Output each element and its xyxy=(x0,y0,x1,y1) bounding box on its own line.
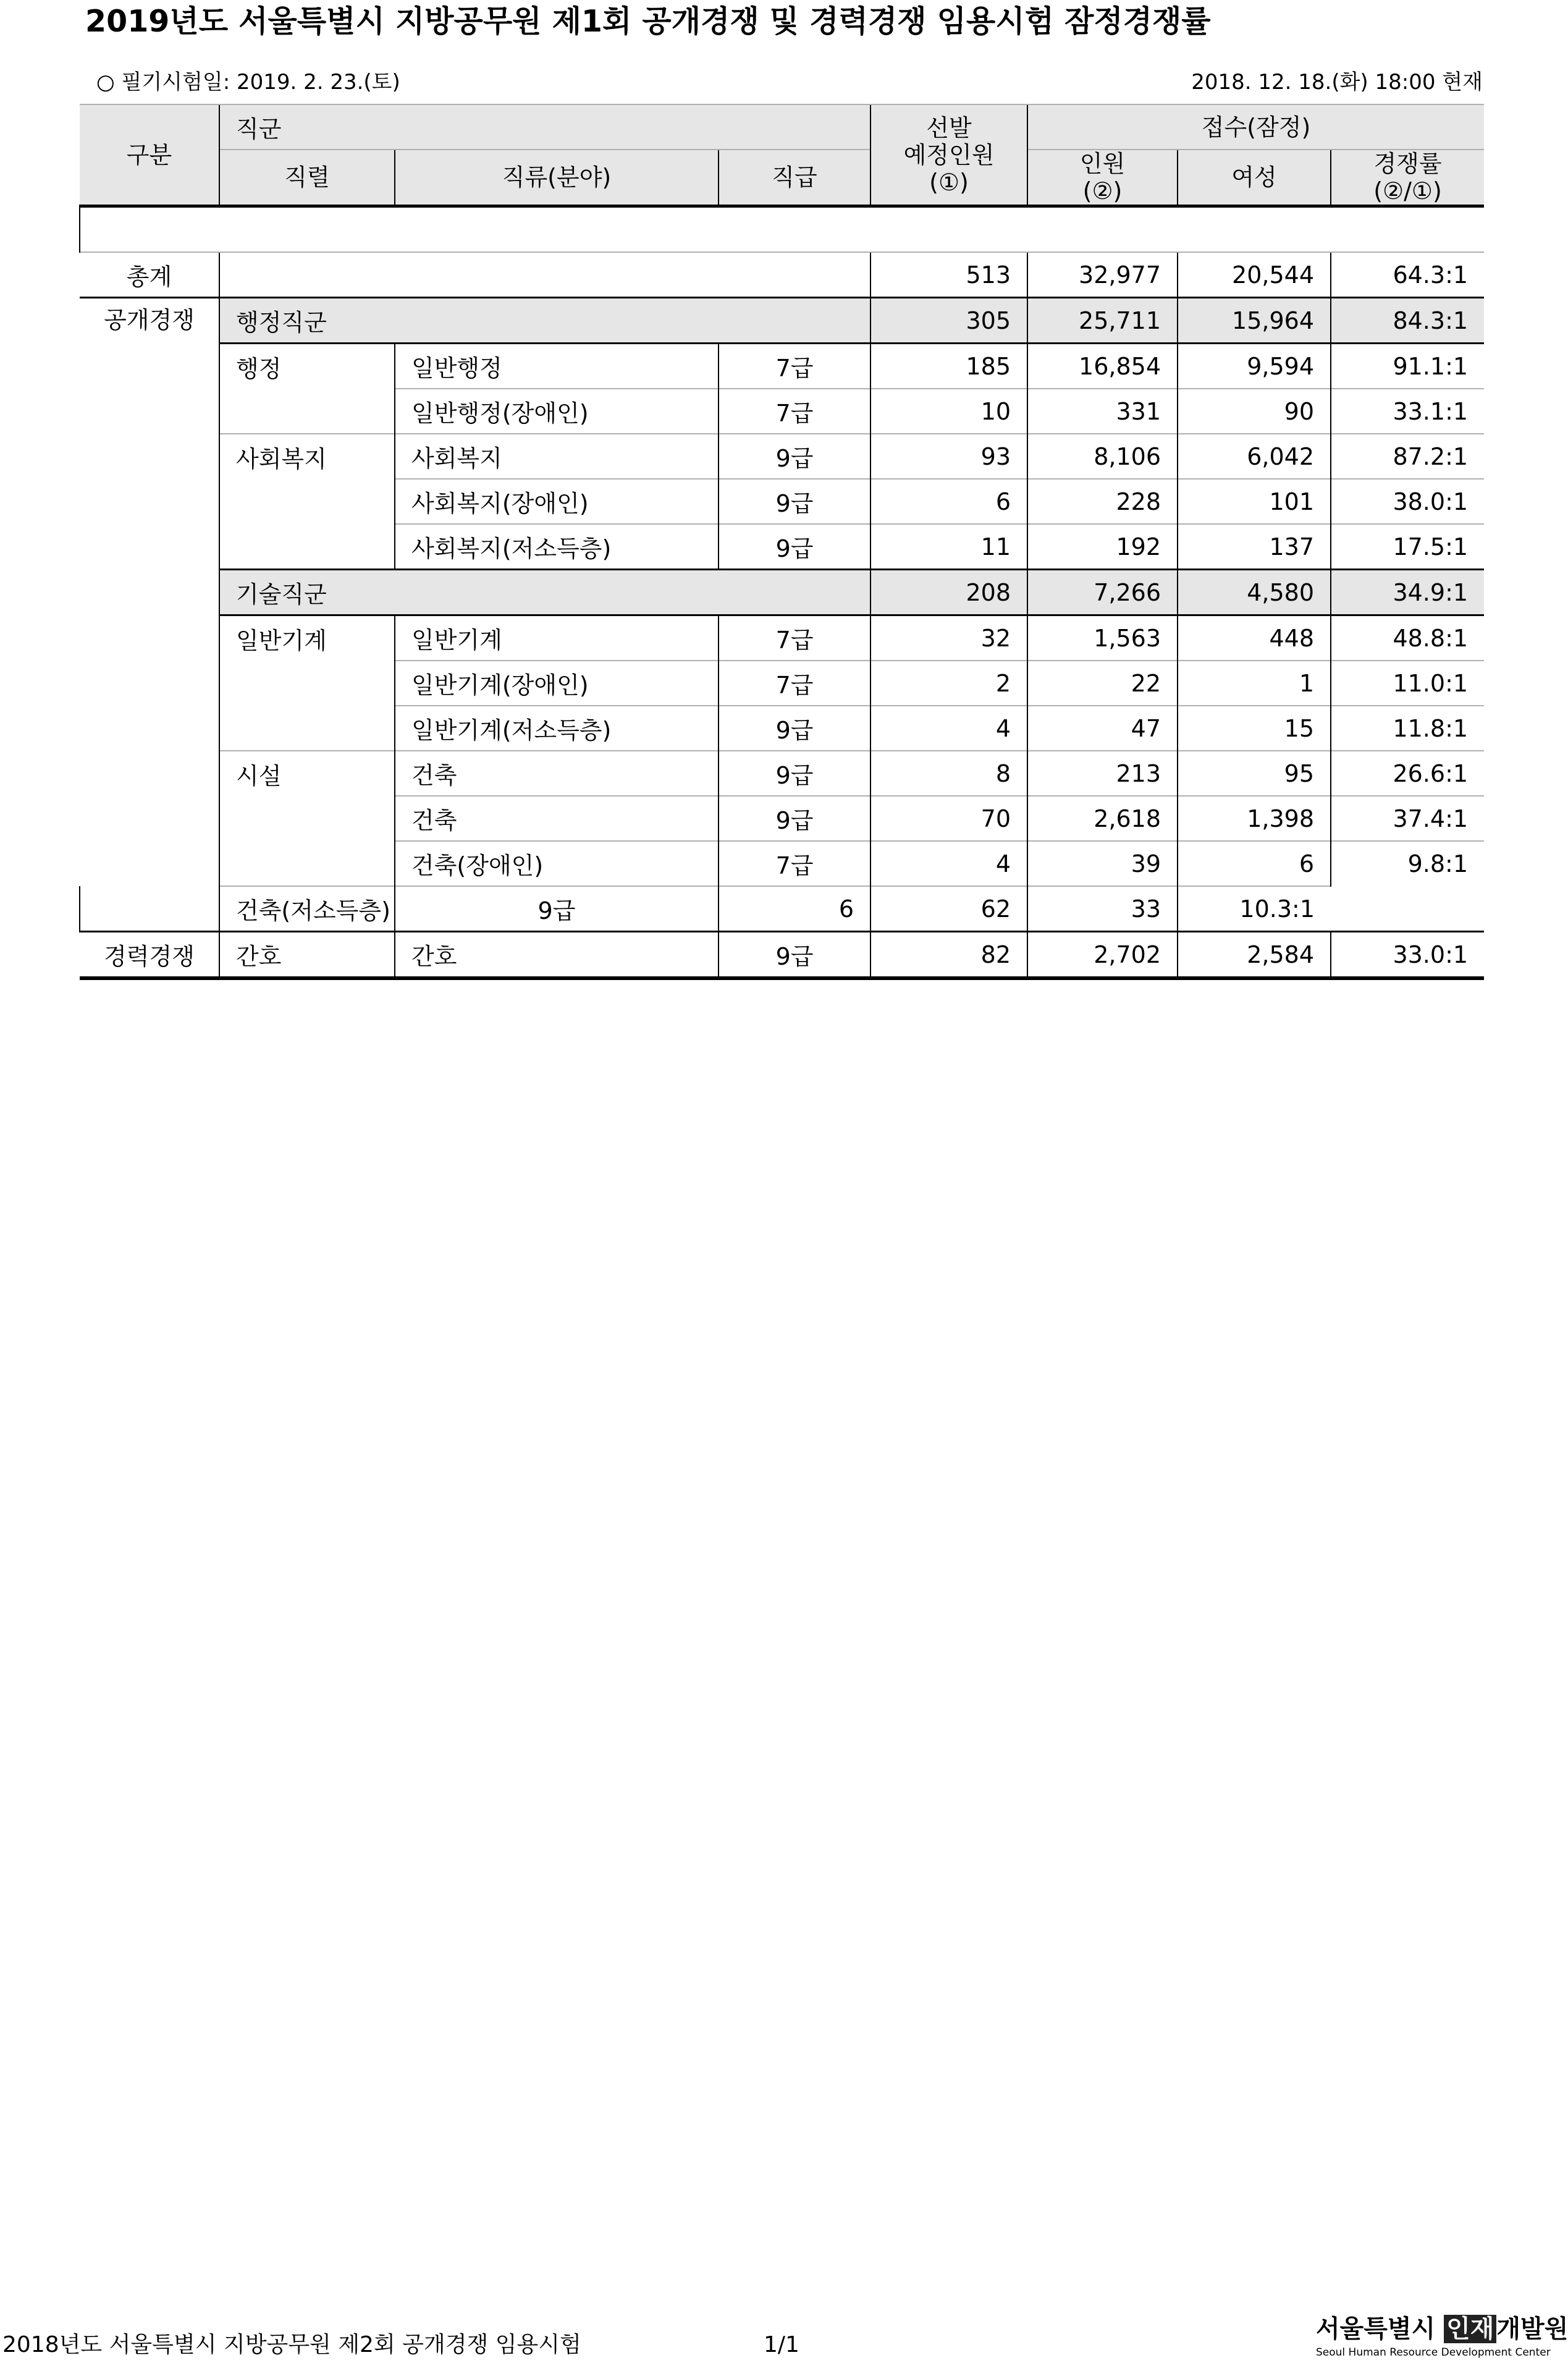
applicants-cell: 1,563 xyxy=(1027,615,1178,661)
quota-cell: 185 xyxy=(870,344,1027,389)
header-applicants-line1: 인원 xyxy=(1079,150,1126,177)
female-cell: 95 xyxy=(1178,751,1331,796)
header-ratio-line1: 경쟁률 xyxy=(1373,150,1442,177)
admin-group-row xyxy=(80,298,1484,344)
header-job-type: 직류(분야) xyxy=(395,150,719,206)
grade-cell: 9급 xyxy=(719,434,870,479)
career-female: 2,584 xyxy=(1178,932,1331,979)
type-cell: 일반행정 xyxy=(395,344,719,389)
grade-cell: 9급 xyxy=(719,524,870,570)
quota-cell: 93 xyxy=(870,434,1027,479)
tech-group-row xyxy=(80,570,1484,615)
type-cell: 일반행정(장애인) xyxy=(395,389,719,434)
type-cell: 일반기계 xyxy=(395,615,719,661)
applicants-cell: 192 xyxy=(1027,524,1178,570)
series-cell: 행정 xyxy=(219,344,395,389)
type-cell: 건축 xyxy=(395,796,719,841)
applicants-cell: 47 xyxy=(1027,706,1178,751)
agency-logo xyxy=(1316,2314,1568,2361)
ratio-cell: 10.3:1 xyxy=(1178,886,1331,932)
series-cell xyxy=(219,841,395,886)
ratio-cell: 33.1:1 xyxy=(1331,389,1484,434)
grade-cell: 7급 xyxy=(719,344,870,389)
grade-cell: 7급 xyxy=(719,615,870,661)
applicants-cell: 331 xyxy=(1027,389,1178,434)
quota-cell: 6 xyxy=(870,479,1027,524)
career-type: 간호 xyxy=(395,932,719,979)
female-cell: 90 xyxy=(1178,389,1331,434)
admin-group-quota: 305 xyxy=(870,298,1027,344)
female-cell: 1 xyxy=(1178,661,1331,706)
career-grade: 9급 xyxy=(719,932,870,979)
series-cell xyxy=(219,479,395,524)
ratio-cell: 11.0:1 xyxy=(1331,661,1484,706)
footer-page-number: 1/1 xyxy=(764,2332,799,2357)
type-cell: 사회복지(저소득층) xyxy=(395,524,719,570)
female-cell: 448 xyxy=(1178,615,1331,661)
female-cell: 33 xyxy=(1027,886,1178,932)
total-quota: 513 xyxy=(870,252,1027,298)
grade-cell: 9급 xyxy=(395,886,719,932)
grade-cell: 7급 xyxy=(719,661,870,706)
header-quota xyxy=(870,104,1027,206)
female-cell: 6 xyxy=(1178,841,1331,886)
series-cell xyxy=(219,796,395,841)
header-gap xyxy=(80,206,1484,253)
type-cell: 일반기계(저소득층) xyxy=(395,706,719,751)
total-row xyxy=(80,252,1484,298)
exam-date: ○ 필기시험일: 2019. 2. 23.(토) xyxy=(96,70,400,95)
type-cell: 사회복지 xyxy=(395,434,719,479)
female-cell: 137 xyxy=(1178,524,1331,570)
female-cell: 1,398 xyxy=(1178,796,1331,841)
ratio-cell: 87.2:1 xyxy=(1331,434,1484,479)
table-row xyxy=(80,344,1484,389)
table-row xyxy=(80,886,1484,932)
type-cell: 사회복지(장애인) xyxy=(395,479,719,524)
series-cell xyxy=(219,661,395,706)
series-cell xyxy=(80,886,219,932)
female-cell: 15 xyxy=(1178,706,1331,751)
total-label: 총계 xyxy=(80,252,219,298)
ratio-cell: 9.8:1 xyxy=(1331,841,1484,886)
grade-cell: 9급 xyxy=(719,796,870,841)
total-applicants: 32,977 xyxy=(1027,252,1178,298)
grade-cell: 9급 xyxy=(719,706,870,751)
header-row-2 xyxy=(80,150,1484,206)
table-row xyxy=(80,479,1484,524)
ratio-cell: 38.0:1 xyxy=(1331,479,1484,524)
header-category: 구분 xyxy=(80,104,219,206)
header-quota-line3: (①) xyxy=(929,168,969,196)
ratio-cell: 11.8:1 xyxy=(1331,706,1484,751)
ratio-cell: 91.1:1 xyxy=(1331,344,1484,389)
grade-cell: 9급 xyxy=(719,479,870,524)
header-applications: 접수(잠정) xyxy=(1027,104,1484,150)
table-row xyxy=(80,796,1484,841)
admin-group-female: 15,964 xyxy=(1178,298,1331,344)
logo-highlight: 인재 xyxy=(1444,2315,1496,2343)
as-of-date: 2018. 12. 18.(화) 18:00 현재 xyxy=(1191,70,1483,95)
header-ratio xyxy=(1331,150,1484,206)
applicants-cell: 228 xyxy=(1027,479,1178,524)
applicants-cell: 62 xyxy=(870,886,1027,932)
type-cell: 건축(저소득층) xyxy=(219,886,395,932)
career-row xyxy=(80,932,1484,979)
quota-cell: 6 xyxy=(719,886,870,932)
tech-group-female: 4,580 xyxy=(1178,570,1331,615)
type-cell: 일반기계(장애인) xyxy=(395,661,719,706)
table-row xyxy=(80,706,1484,751)
table-row xyxy=(80,661,1484,706)
header-ratio-line2: (②/①) xyxy=(1373,177,1442,205)
series-cell xyxy=(219,389,395,434)
footer-document-title: 2018년도 서울특별시 지방공무원 제2회 공개경쟁 임용시험 xyxy=(2,2332,581,2357)
quota-cell: 2 xyxy=(870,661,1027,706)
total-female: 20,544 xyxy=(1178,252,1331,298)
career-label: 경력경쟁 xyxy=(80,932,219,979)
logo-korean xyxy=(1316,2314,1568,2344)
grade-cell: 7급 xyxy=(719,841,870,886)
career-applicants: 2,702 xyxy=(1027,932,1178,979)
header-quota-line2: 예정인원 xyxy=(903,141,995,169)
series-cell xyxy=(219,706,395,751)
header-job-series: 직렬 xyxy=(219,150,395,206)
open-competition-label xyxy=(80,298,219,887)
female-cell: 6,042 xyxy=(1178,434,1331,479)
tech-group-label: 기술직군 xyxy=(219,570,870,615)
type-cell: 건축 xyxy=(395,751,719,796)
quota-cell: 4 xyxy=(870,841,1027,886)
quota-cell: 70 xyxy=(870,796,1027,841)
tech-group-ratio: 34.9:1 xyxy=(1331,570,1484,615)
header-grade: 직급 xyxy=(719,150,870,206)
female-cell: 9,594 xyxy=(1178,344,1331,389)
header-quota-line1: 선발 xyxy=(926,114,972,142)
type-cell: 건축(장애인) xyxy=(395,841,719,886)
page-title: 2019년도 서울특별시 지방공무원 제1회 공개경쟁 및 경력경쟁 임용시험 잠정경쟁률 xyxy=(85,4,1211,39)
ratio-cell: 26.6:1 xyxy=(1331,751,1484,796)
admin-group-ratio: 84.3:1 xyxy=(1331,298,1484,344)
admin-group-applicants: 25,711 xyxy=(1027,298,1178,344)
logo-post: 개발원 xyxy=(1496,2315,1568,2343)
table-row xyxy=(80,841,1484,886)
ratio-cell: 37.4:1 xyxy=(1331,796,1484,841)
quota-cell: 11 xyxy=(870,524,1027,570)
admin-group-label: 행정직군 xyxy=(219,298,870,344)
quota-cell: 8 xyxy=(870,751,1027,796)
table-row xyxy=(80,389,1484,434)
female-cell: 101 xyxy=(1178,479,1331,524)
applicants-cell: 22 xyxy=(1027,661,1178,706)
table-row xyxy=(80,524,1484,570)
table-row xyxy=(80,434,1484,479)
total-ratio: 64.3:1 xyxy=(1331,252,1484,298)
applicants-cell: 2,618 xyxy=(1027,796,1178,841)
applicants-cell: 16,854 xyxy=(1027,344,1178,389)
applicants-cell: 8,106 xyxy=(1027,434,1178,479)
exam-info-line xyxy=(79,67,1483,98)
career-quota: 82 xyxy=(870,932,1027,979)
quota-cell: 32 xyxy=(870,615,1027,661)
competition-ratio-table xyxy=(79,104,1484,980)
career-ratio: 33.0:1 xyxy=(1331,932,1484,979)
tech-group-quota: 208 xyxy=(870,570,1027,615)
quota-cell: 4 xyxy=(870,706,1027,751)
tech-group-applicants: 7,266 xyxy=(1027,570,1178,615)
grade-cell: 9급 xyxy=(719,751,870,796)
logo-english: Seoul Human Resource Development Center xyxy=(1316,2346,1551,2359)
header-applicants xyxy=(1027,150,1178,206)
series-cell: 사회복지 xyxy=(219,434,395,479)
header-applicants-line2: (②) xyxy=(1082,177,1123,205)
open-competition-text: 공개경쟁 xyxy=(104,306,195,334)
header-job-group: 직군 xyxy=(219,104,870,150)
series-cell xyxy=(219,524,395,570)
table-row xyxy=(80,615,1484,661)
header-row-1 xyxy=(80,104,1484,150)
grade-cell: 7급 xyxy=(719,389,870,434)
ratio-cell: 17.5:1 xyxy=(1331,524,1484,570)
quota-cell: 10 xyxy=(870,389,1027,434)
applicants-cell: 39 xyxy=(1027,841,1178,886)
table-row xyxy=(80,751,1484,796)
header-female: 여성 xyxy=(1178,150,1331,206)
logo-pre: 서울특별시 xyxy=(1316,2315,1436,2343)
total-empty-cell xyxy=(219,252,870,298)
series-cell: 시설 xyxy=(219,751,395,796)
ratio-cell: 48.8:1 xyxy=(1331,615,1484,661)
series-cell: 일반기계 xyxy=(219,615,395,661)
career-group: 간호 xyxy=(219,932,395,979)
applicants-cell: 213 xyxy=(1027,751,1178,796)
